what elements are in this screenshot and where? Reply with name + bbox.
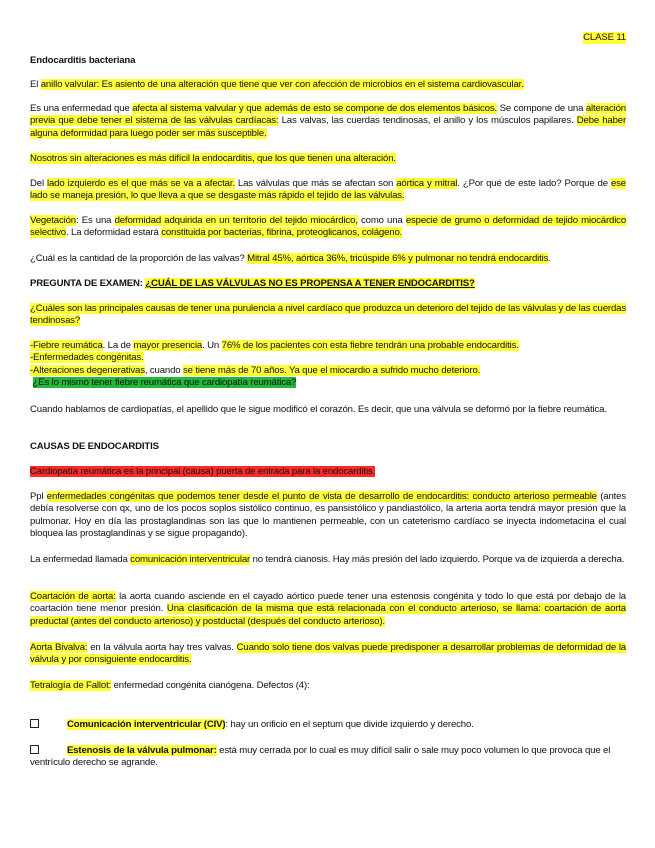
paragraph-enfermedad: Es una enfermedad que afecta al sistema valvular y que además de esto se compone de dos elementos básicos. Se compone de una alteración previa que debe tener el sistema de las válvulas cardíacas: Las valvas, las cuerdas tendinosas, el anillo y los músculos papilares. Debe haber alguna deformidad para luego poder ser más susceptible. — [30, 103, 627, 139]
paragraph-anillo-valvular: El anillo valvular: Es asiento de una alteración que tiene que ver con afección de microbios en el sistema cardiovascular. — [30, 79, 524, 90]
class-label: CLASE 11 — [583, 32, 626, 43]
paragraph-cardiopatia-reumatica: Cardiopatía reumática es la principal (causa) puerta de entrada para la endocarditis. — [30, 466, 376, 477]
paragraph-aorta-bivalva: Aorta Bivalva: en la válvula aorta hay tres valvas. Cuando solo tiene dos valvas puede predisponer a desarrollar problemas de deformidad de la válvula y por consiguiente endocarditis. — [30, 642, 626, 666]
paragraph-comunicacion-interventricular: La enfermedad llamada comunicación interventricular no tendrá cianosis. Hay más presión del lado izquierdo. Porque va de izquierda a derecha. — [30, 554, 625, 565]
list-item-alteraciones-degenerativas: -Alteraciones degenerativas, cuando se tiene más de 70 años. Ya que el miocardio a sufrido mucho deterioro. — [30, 364, 481, 376]
checkbox-icon — [30, 719, 39, 728]
paragraph-causas-purulencia: ¿Cuáles son las principales causas de tener una purulencia a nivel cardíaco que produzca un deterioro del tejido de las válvulas y de las cuerdas tendinosas? — [30, 303, 626, 327]
paragraph-proporcion-valvas: ¿Cuál es la cantidad de la proporción de las valvas? Mitral 45%, aórtica 36%, tricúspide 6% y pulmonar no tendrá endocarditis. — [30, 253, 551, 264]
section-heading-causas: CAUSAS DE ENDOCARDITIS — [30, 441, 159, 452]
list-item-fiebre-reumatica: -Fiebre reumática. La de mayor presencia. Un 76% de los pacientes con esta fiebre tendrán una probable endocarditis. — [30, 340, 519, 351]
list-item-enfermedades-congenitas: -Enfermedades congénitas. — [30, 352, 144, 364]
paragraph-lado-izquierdo: Del lado izquierdo es el que más se va a afectar. Las válvulas que más se afectan son aórtica y mitral. ¿Por qué de este lado? Porque de ese lado se maneja presión, lo que lleva a que se desgaste más rápido el tejido de las válvulas. — [30, 178, 626, 202]
paragraph-vegetacion: Vegetación: Es una deformidad adquirida en un territorio del tejido miocárdico, como una especie de grumo o deformidad de tejido miocárdico selectivo. La deformidad estará constituida por bacterias, fibrina, proteoglicanos, colágeno. — [30, 215, 627, 239]
paragraph-coartacion-aorta: Coartación de aorta: la aorta cuando asciende en el cayado aórtico puede tener una estenosis congénita y todo lo que está por debajo de la coartación tiene menor presión. Una clasificación de la misma que está relacionada con el conducto arterioso, se llama: coartación de aorta preductal (antes del conducto arterioso) y postductal (después del conducto arterioso). — [30, 591, 626, 627]
list-item-question-green: ¿Es lo mismo tener fiebre reumática que cardiopatía reumática? — [32, 377, 297, 389]
causes-list — [30, 340, 626, 390]
paragraph-sin-alteraciones: Nosotros sin alteraciones es más difícil la endocarditis, que los que tienen una alteración. — [30, 153, 396, 164]
exam-question-heading: PREGUNTA DE EXAMEN: ¿CUÁL DE LAS VÁLVULAS NO ES PROPENSA A TENER ENDOCARDITIS? — [30, 278, 475, 289]
paragraph-tetralogia-fallot: Tetralogía de Fallot: enfermedad congénita cianógena. Defectos (4): — [30, 680, 310, 691]
bullet-estenosis-pulmonar: Estenosis de la válvula pulmonar: está muy cerrada por lo cual es muy difícil salir o sale muy poco volumen lo que provoca que el ventrículo derecho se agrande. — [30, 744, 611, 768]
bullet-civ: Comunicación interventricular (CIV): hay un orificio en el septum que divide izquierdo y derecho. — [30, 719, 626, 731]
document-title: Endocarditis bacteriana — [30, 55, 136, 66]
paragraph-cardiopatias: Cuando hablamos de cardiopatías, el apellido que le sigue modificó el corazón. Es decir, que una válvula se deformó por la fiebre reumática. — [30, 404, 607, 415]
checkbox-icon — [30, 745, 39, 754]
paragraph-enfermedades-congenitas: Ppl enfermedades congénitas que podemos tener desde el punto de vista de desarrollo de endocarditis: conducto arterioso permeable (antes debía resolverse con qx, uno de los pocos soplos sistólico continuo, es pansistólico y pandiastólico, la arteria aorta tendrá mayor presión que la pulmonar. Hoy en día las prostaglandinas son las que lo mantienen permeable, con un cateterismo cardíaco se inyecta indometacina el cual bloquea las prostaglandinas y se sigue propagando). — [30, 491, 627, 540]
